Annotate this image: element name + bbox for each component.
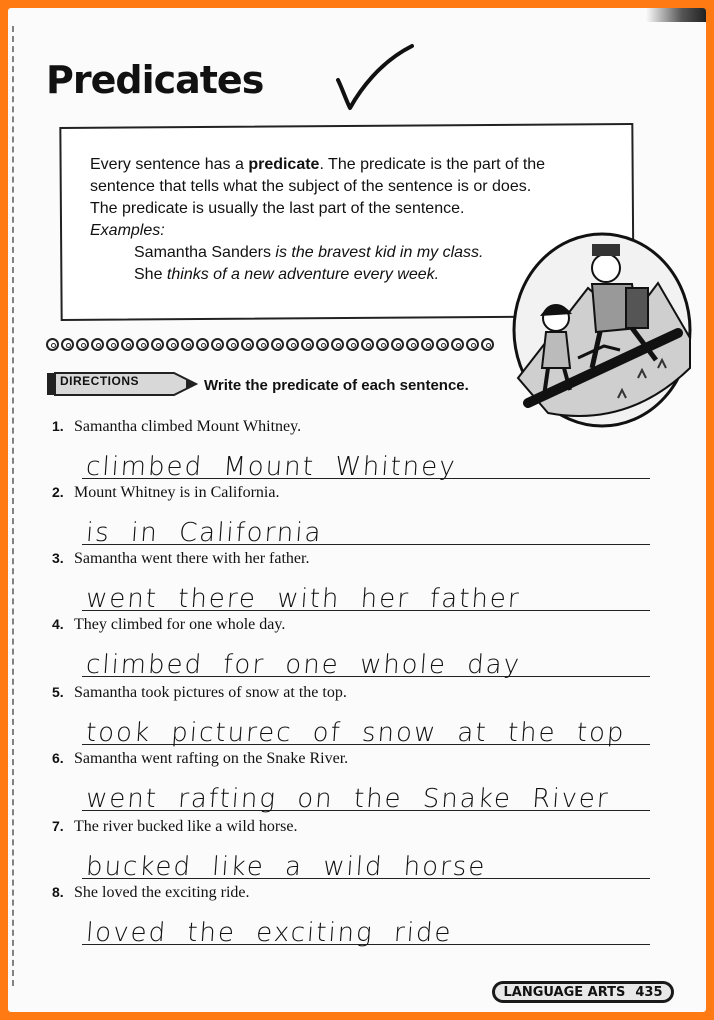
rule-line-1 xyxy=(90,154,610,176)
exercise-question xyxy=(52,484,652,506)
answer-field[interactable] xyxy=(82,572,650,614)
item-sentence: Samantha went there with her father. xyxy=(74,550,310,567)
item-number: 4. xyxy=(52,616,64,632)
item-number: 2. xyxy=(52,484,64,500)
handwritten-answer: climbed for one whole day xyxy=(84,650,523,680)
exercise-item-1 xyxy=(52,418,652,482)
exercise-item-6 xyxy=(52,750,652,814)
dot-ornament xyxy=(166,338,179,351)
footer-subject: LANGUAGE ARTS xyxy=(503,984,626,1000)
exercise-item-2 xyxy=(52,484,652,548)
page-corner-shadow xyxy=(646,8,706,22)
rule-line-3: The predicate is usually the last part of the sentence. xyxy=(90,200,465,217)
rule-keyword: predicate xyxy=(248,156,320,173)
item-sentence: Samantha went rafting on the Snake River. xyxy=(74,750,349,767)
item-sentence: Samantha took pictures of snow at the top. xyxy=(74,684,347,701)
decorative-dot-border xyxy=(46,338,494,351)
dot-ornament xyxy=(136,338,149,351)
exercise-item-5 xyxy=(52,684,652,748)
dot-ornament xyxy=(316,338,329,351)
dot-ornament xyxy=(211,338,224,351)
rule-line-2: sentence that tells what the subject of the sentence is or does. xyxy=(90,178,532,195)
item-sentence: Samantha climbed Mount Whitney. xyxy=(74,418,302,435)
dot-ornament xyxy=(226,338,239,351)
answer-field[interactable] xyxy=(82,440,650,482)
item-sentence: Mount Whitney is in California. xyxy=(74,484,280,501)
item-number: 3. xyxy=(52,550,64,566)
handwritten-answer: bucked like a wild horse xyxy=(84,852,488,882)
exercise-question xyxy=(52,684,652,706)
dot-ornament xyxy=(346,338,359,351)
directions-text: Write the predicate of each sentence. xyxy=(204,377,469,394)
dot-ornament xyxy=(76,338,89,351)
answer-field[interactable] xyxy=(82,506,650,548)
handwritten-answer: took picturec of snow at the top xyxy=(84,718,627,748)
examples-label: Examples: xyxy=(90,222,165,239)
dot-ornament xyxy=(271,338,284,351)
dot-ornament xyxy=(406,338,419,351)
answer-field[interactable] xyxy=(82,638,650,680)
handwritten-answer: is in California xyxy=(84,518,324,548)
rule-text: . The predicate is the part of the xyxy=(319,156,546,173)
dot-ornament xyxy=(196,338,209,351)
exercise-question xyxy=(52,418,652,440)
dot-ornament xyxy=(451,338,464,351)
item-number: 7. xyxy=(52,818,64,834)
climbers-illustration-icon xyxy=(508,228,696,428)
footer-label xyxy=(495,984,671,1000)
page-number: 435 xyxy=(635,984,663,1000)
dot-ornament xyxy=(376,338,389,351)
worksheet-page xyxy=(8,8,706,1012)
dot-ornament xyxy=(301,338,314,351)
exercise-item-8 xyxy=(52,884,652,948)
dot-ornament xyxy=(466,338,479,351)
example-subject: Samantha Sanders xyxy=(134,244,276,261)
dot-ornament xyxy=(421,338,434,351)
dot-ornament xyxy=(361,338,374,351)
item-number: 1. xyxy=(52,418,64,434)
dot-ornament xyxy=(106,338,119,351)
exercise-question xyxy=(52,750,652,772)
answer-field[interactable] xyxy=(82,706,650,748)
example-subject: She xyxy=(134,266,167,283)
binding-edge xyxy=(12,26,18,986)
exercise-question xyxy=(52,550,652,572)
example-predicate: thinks of a new adventure every week. xyxy=(166,266,440,283)
directions-label: DIRECTIONS xyxy=(60,374,140,388)
item-number: 5. xyxy=(52,684,64,700)
example-predicate: is the bravest kid in my class. xyxy=(275,244,484,261)
exercise-item-7 xyxy=(52,818,652,882)
dot-ornament xyxy=(91,338,104,351)
exercise-item-4 xyxy=(52,616,652,680)
item-number: 8. xyxy=(52,884,64,900)
handwritten-answer: climbed Mount Whitney xyxy=(84,452,458,482)
handwritten-answer: went rafting on the Snake River xyxy=(84,784,611,814)
answer-field[interactable] xyxy=(82,772,650,814)
dot-ornament xyxy=(331,338,344,351)
exercise-question xyxy=(52,616,652,638)
item-sentence: They climbed for one whole day. xyxy=(74,616,286,633)
dot-ornament xyxy=(286,338,299,351)
dot-ornament xyxy=(391,338,404,351)
dot-ornament xyxy=(121,338,134,351)
dot-ornament xyxy=(46,338,59,351)
exercise-question xyxy=(52,884,652,906)
dot-ornament xyxy=(241,338,254,351)
dot-ornament xyxy=(151,338,164,351)
page-footer-badge xyxy=(492,981,674,1003)
dot-ornament xyxy=(61,338,74,351)
page-title: Predicates xyxy=(46,58,264,102)
handwritten-answer: loved the exciting ride xyxy=(84,918,454,948)
item-number: 6. xyxy=(52,750,64,766)
dot-ornament xyxy=(481,338,494,351)
item-sentence: The river bucked like a wild horse. xyxy=(74,818,298,835)
exercise-item-3 xyxy=(52,550,652,614)
exercise-question xyxy=(52,818,652,840)
answer-field[interactable] xyxy=(82,840,650,882)
dot-ornament xyxy=(256,338,269,351)
answer-field[interactable] xyxy=(82,906,650,948)
handwritten-answer: went there with her father xyxy=(84,584,522,614)
dot-ornament xyxy=(181,338,194,351)
dot-ornament xyxy=(436,338,449,351)
item-sentence: She loved the exciting ride. xyxy=(74,884,250,901)
rule-text: Every sentence has a xyxy=(90,156,249,173)
teacher-checkmark-icon xyxy=(328,38,418,118)
